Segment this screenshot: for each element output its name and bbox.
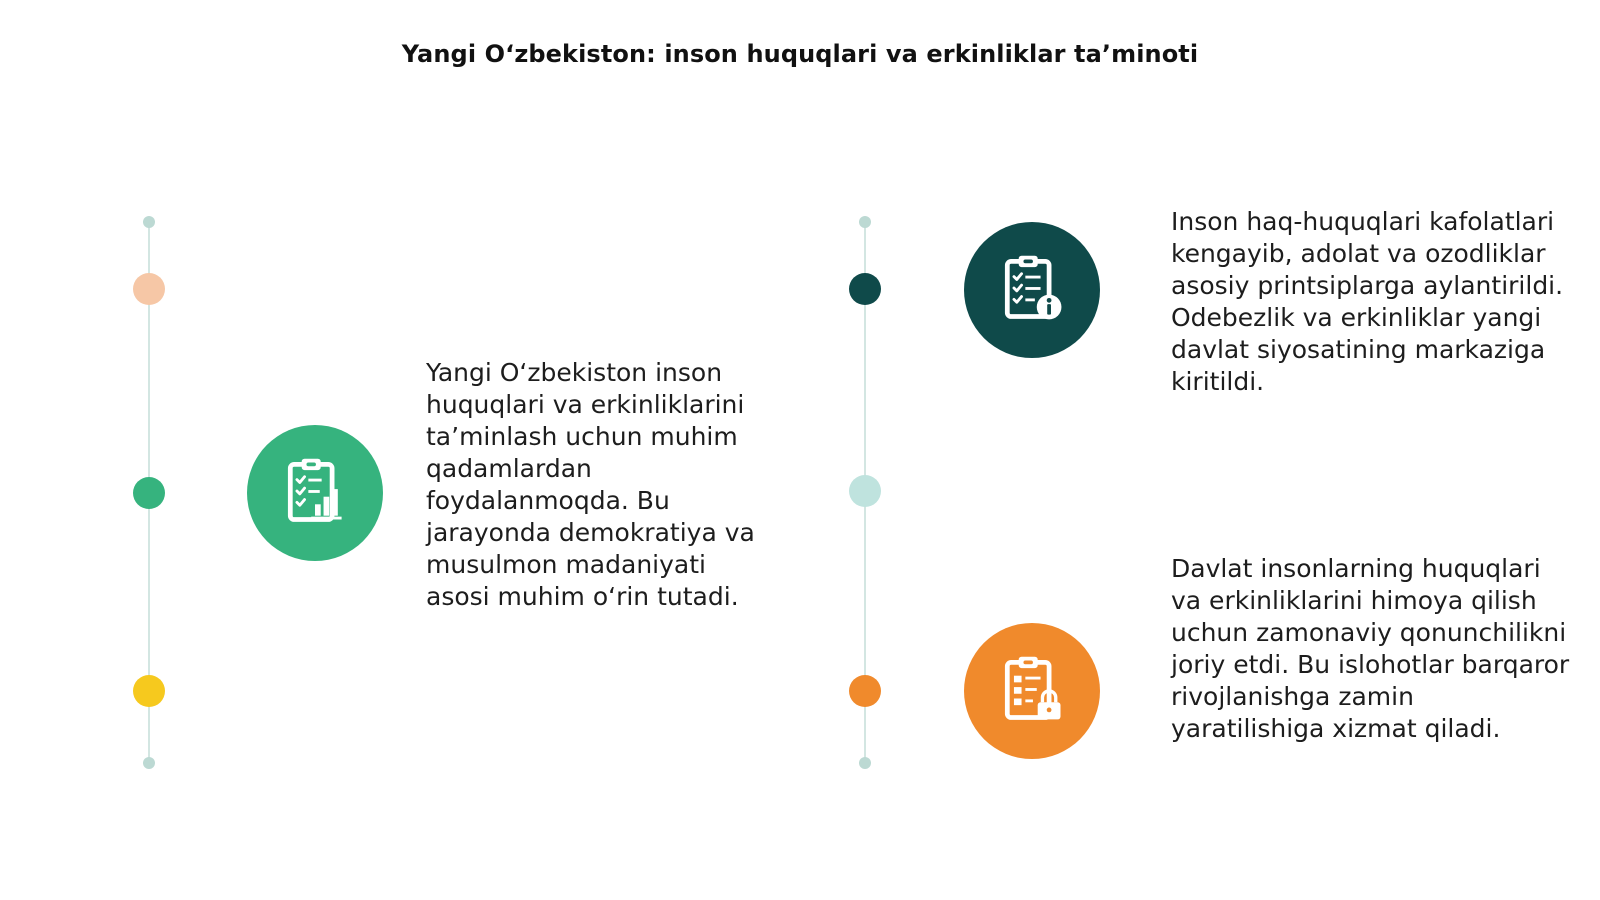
clipboard-info-icon xyxy=(994,250,1070,330)
right-item-2-badge xyxy=(964,623,1100,759)
right-node-mint xyxy=(849,475,881,507)
left-timeline-start xyxy=(143,216,155,228)
clipboard-chart-icon xyxy=(277,453,353,533)
right-timeline-start xyxy=(859,216,871,228)
right-item-1-badge xyxy=(964,222,1100,358)
left-node-yellow xyxy=(133,675,165,707)
right-node-teal xyxy=(849,273,881,305)
right-item-1-text: Inson haq-huquqlari kafolatlari kengayib, adolat va ozodliklar asosiy printsiplarga aylantirildi. Odebezlik va erkinliklar yangi davlat siyosatining markaziga kiritildi. xyxy=(1171,207,1564,396)
right-timeline-end xyxy=(859,757,871,769)
left-item-text: Yangi O‘zbekiston inson huquqlari va erkinliklarini ta’minlash uchun muhim qadamlardan foydalanmoqda. Bu jarayonda demokratiya va musulmon madaniyati asosi muhim o‘rin tutadi. xyxy=(426,358,755,611)
right-item-2-text: Davlat insonlarning huquqlari va erkinliklarini himoya qilish uchun zamonaviy qonunchilikni joriy etdi. Bu islohotlar barqaror rivojlanishga zamin yaratilishiga xizmat qiladi. xyxy=(1171,554,1570,743)
left-node-green xyxy=(133,477,165,509)
page-title: Yangi O‘zbekiston: inson huquqlari va erkinliklar ta’minoti xyxy=(401,40,1199,68)
clipboard-lock-icon xyxy=(994,651,1070,731)
left-node-peach xyxy=(133,273,165,305)
left-item-badge xyxy=(247,425,383,561)
left-timeline-end xyxy=(143,757,155,769)
right-node-orange xyxy=(849,675,881,707)
